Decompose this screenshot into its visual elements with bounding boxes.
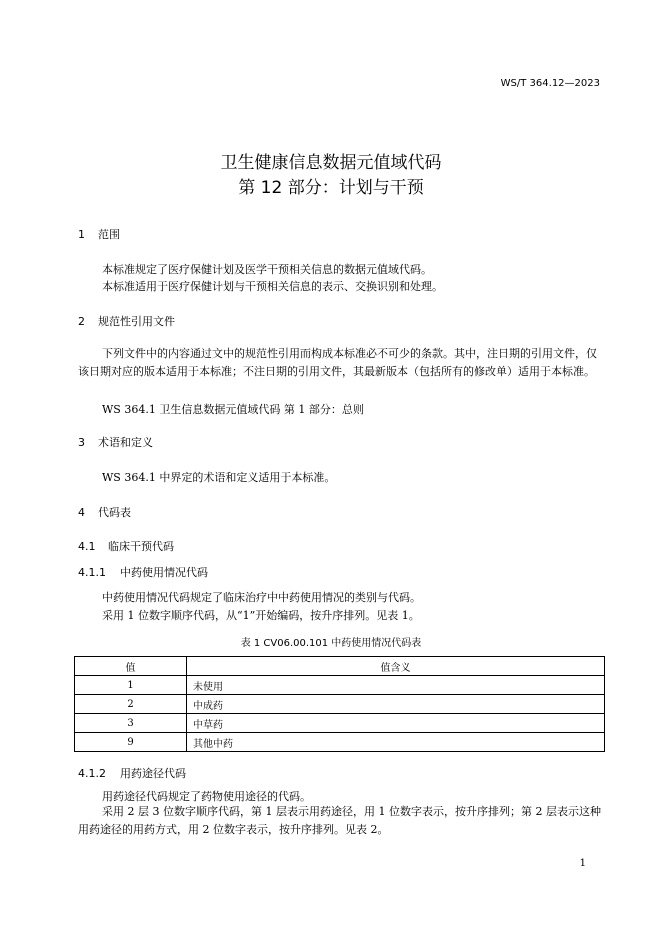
table-caption: 表 1 CV06.00.101 中药使用情况代码表 <box>240 638 422 649</box>
section-heading-1 <box>78 226 120 242</box>
subsection-heading-4-1-2 <box>78 765 186 781</box>
section-heading-3 <box>78 434 153 450</box>
section-title: 范围 <box>98 228 120 241</box>
cell-meaning: 未使用 <box>187 676 605 695</box>
section-title: 术语和定义 <box>98 436 153 449</box>
standard-number: WS/T 364.12—2023 <box>500 78 600 89</box>
cell-meaning: 中草药 <box>187 714 605 733</box>
document-subtitle: 第 12 部分：计划与干预 <box>238 178 424 198</box>
table-header-row <box>75 657 605 676</box>
paragraph: 采用 2 层 3 位数字顺序代码，第 1 层表示用药途径，用 1 位数字表示，按升序排列；第 2 层表示这种用药途径的用药方式，用 2 位数字表示，按升序排列。见表 2。 <box>78 805 601 836</box>
section-heading-2 <box>78 313 175 329</box>
column-header-meaning: 值含义 <box>187 657 605 676</box>
table-row <box>75 733 605 752</box>
cell-value: 2 <box>75 695 187 714</box>
normative-reference: WS 364.1 卫生信息数据元值域代码 第 1 部分：总则 <box>102 403 364 416</box>
paragraph: 本标准适用于医疗保健计划与干预相关信息的表示、交换识别和处理。 <box>102 280 443 293</box>
subsection-heading-4-1 <box>78 538 174 554</box>
subsection-heading-4-1-1 <box>78 564 208 580</box>
section-heading-4 <box>78 504 131 520</box>
code-table <box>74 656 605 752</box>
paragraph: 中药使用情况代码规定了临床治疗中中药使用情况的类别与代码。 <box>102 591 421 604</box>
table-row <box>75 695 605 714</box>
paragraph: 用药途径代码规定了药物使用途径的代码。 <box>102 790 311 803</box>
section-number: 3 <box>78 436 85 449</box>
paragraph: 下列文件中的内容通过文中的规范性引用而构成本标准必不可少的条款。其中，注日期的引用文件，仅该日期对应的版本适用于本标准；不注日期的引用文件，其最新版本（包括所有的修改单）适用于本标准。 <box>78 347 597 378</box>
paragraph: 本标准规定了医疗保健计划及医学干预相关信息的数据元值域代码。 <box>102 263 432 276</box>
column-header-value: 值 <box>75 657 187 676</box>
cell-value: 9 <box>75 733 187 752</box>
section-title: 用药途径代码 <box>120 767 186 780</box>
section-number: 4.1.2 <box>78 767 106 780</box>
section-title: 规范性引用文件 <box>98 315 175 328</box>
section-number: 4.1.1 <box>78 566 106 579</box>
paragraph: WS 364.1 中界定的术语和定义适用于本标准。 <box>102 471 336 484</box>
page-number: 1 <box>579 858 586 869</box>
cell-meaning: 其他中药 <box>187 733 605 752</box>
section-title: 中药使用情况代码 <box>120 566 208 579</box>
paragraph: 采用 1 位数字顺序代码，从“1”开始编码，按升序排列。见表 1。 <box>102 609 420 622</box>
section-number: 4 <box>78 506 85 519</box>
cell-value: 3 <box>75 714 187 733</box>
cell-value: 1 <box>75 676 187 695</box>
section-title: 临床干预代码 <box>108 540 174 553</box>
section-title: 代码表 <box>98 506 131 519</box>
table-row <box>75 676 605 695</box>
cell-meaning: 中成药 <box>187 695 605 714</box>
section-number: 1 <box>78 228 85 241</box>
section-number: 2 <box>78 315 85 328</box>
table-row <box>75 714 605 733</box>
document-title: 卫生健康信息数据元值域代码 <box>220 153 442 173</box>
section-number: 4.1 <box>78 540 96 553</box>
